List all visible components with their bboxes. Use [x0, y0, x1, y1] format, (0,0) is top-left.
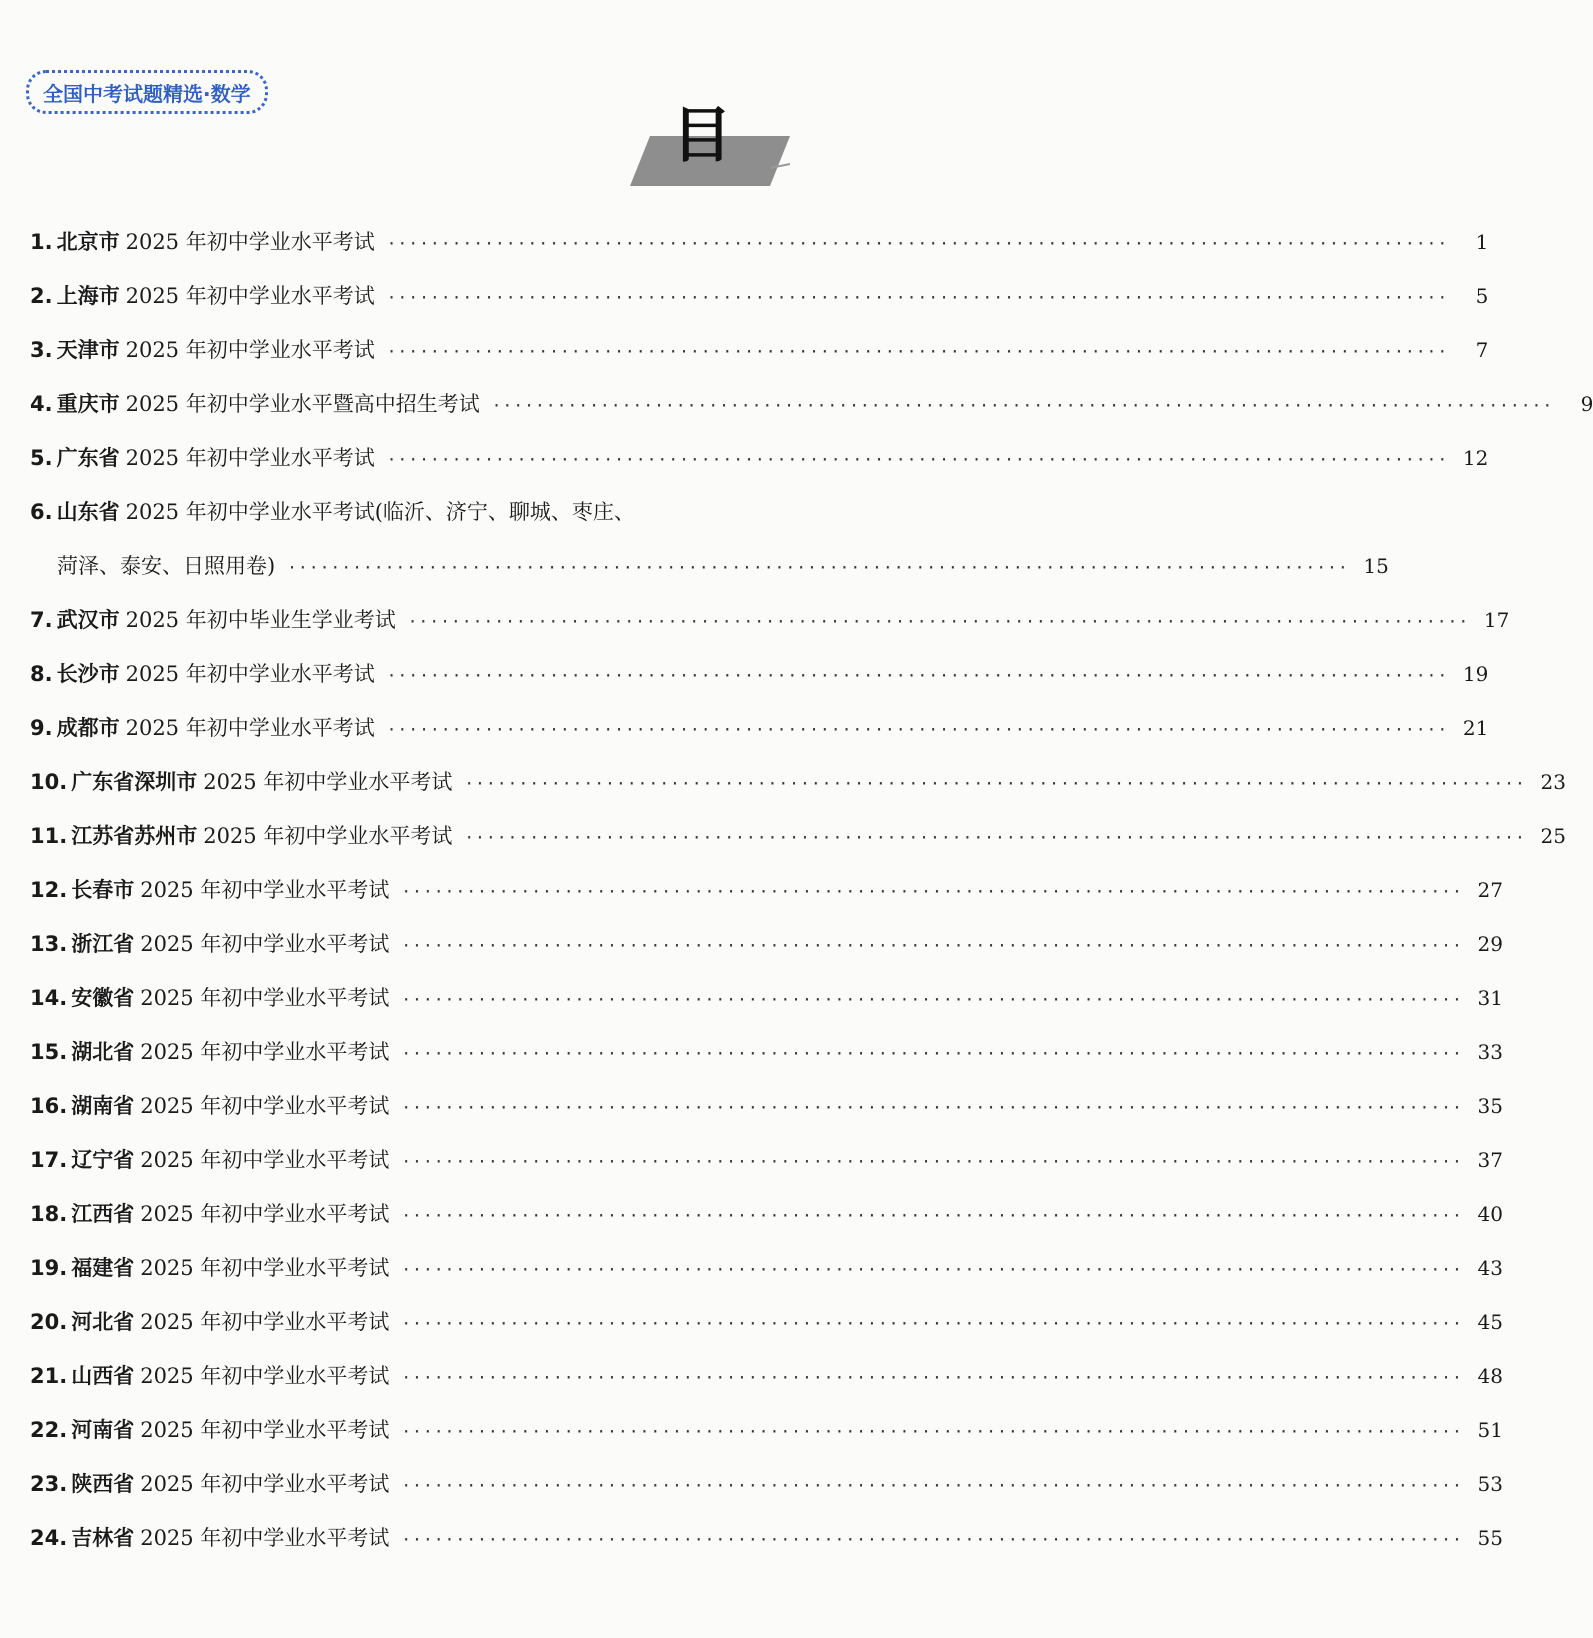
dot-leader: ·································································································· — [401, 1368, 1463, 1387]
table-of-contents — [30, 215, 1593, 1565]
dot-leader: ·································································································· — [401, 990, 1463, 1009]
entry-page-number: 35 — [1477, 1094, 1503, 1118]
entry-number: 5. — [30, 446, 53, 470]
entry-title: 2025 年初中学业水平考试 — [140, 1364, 390, 1388]
toc-entry[interactable] — [30, 1079, 1503, 1133]
entry-page-number: 27 — [1477, 878, 1503, 902]
dot-leader: ·································································································· — [401, 1422, 1463, 1441]
dot-leader: ·································································································· — [401, 1314, 1463, 1333]
entry-title: 2025 年初中学业水平考试 — [140, 1094, 390, 1118]
entry-page-number: 5 — [1475, 284, 1489, 308]
entry-page-number: 31 — [1477, 986, 1503, 1010]
entry-place: 上海市 — [56, 284, 120, 308]
entry-title: 2025 年初中学业水平考试 — [140, 1202, 390, 1226]
entry-number: 1. — [30, 230, 53, 254]
entry-title: 2025 年初中学业水平考试 — [140, 1256, 390, 1280]
dot-leader: ·································································································· — [386, 720, 1449, 739]
entry-title: 2025 年初中学业水平考试 — [140, 1418, 390, 1442]
entry-page-number: 45 — [1477, 1310, 1503, 1334]
contents-heading — [620, 101, 790, 190]
toc-entry-continuation[interactable] — [30, 539, 1389, 593]
entry-place: 武汉市 — [56, 608, 120, 632]
entry-title: 2025 年初中学业水平考试 — [203, 824, 453, 848]
toc-entry[interactable] — [30, 215, 1489, 269]
entry-number: 13. — [30, 932, 68, 956]
toc-entry[interactable] — [30, 647, 1489, 701]
entry-place: 福建省 — [71, 1256, 135, 1280]
entry-number: 17. — [30, 1148, 68, 1172]
entry-page-number: 19 — [1462, 662, 1489, 686]
dot-leader: ·································································································· — [386, 288, 1449, 307]
toc-entry[interactable] — [30, 1457, 1503, 1511]
entry-number: 11. — [30, 824, 68, 848]
entry-place: 河南省 — [71, 1418, 135, 1442]
entry-place: 北京市 — [56, 230, 120, 254]
toc-entry[interactable] — [30, 1403, 1503, 1457]
toc-entry[interactable] — [30, 809, 1566, 863]
series-badge — [26, 70, 268, 114]
entry-number: 18. — [30, 1202, 68, 1226]
entry-page-number: 7 — [1475, 338, 1489, 362]
toc-entry[interactable] — [30, 431, 1489, 485]
dot-leader: ·································································································· — [401, 936, 1463, 955]
dot-leader: ·································································································· — [401, 1152, 1463, 1171]
toc-entry[interactable] — [30, 1241, 1503, 1295]
entry-title: 2025 年初中学业水平考试 — [125, 230, 375, 254]
entry-page-number: 17 — [1483, 608, 1510, 632]
entry-title: 2025 年初中学业水平考试 — [125, 338, 375, 362]
toc-entry[interactable] — [30, 1349, 1503, 1403]
entry-place: 天津市 — [56, 338, 120, 362]
entry-number: 2. — [30, 284, 53, 308]
entry-page-number: 53 — [1477, 1472, 1503, 1496]
series-badge-label: 全国中考试题精选·数学 — [43, 81, 251, 106]
entry-page-number: 37 — [1477, 1148, 1503, 1172]
entry-place: 安徽省 — [71, 986, 135, 1010]
entry-title: 2025 年初中学业水平考试 — [140, 1040, 390, 1064]
toc-entry[interactable] — [30, 917, 1503, 971]
dot-leader: ·································································································· — [386, 234, 1449, 253]
entry-page-number: 33 — [1477, 1040, 1503, 1064]
entry-number: 3. — [30, 338, 53, 362]
toc-entry[interactable] — [30, 485, 750, 539]
toc-entry[interactable] — [30, 1511, 1503, 1565]
entry-place: 湖北省 — [71, 1040, 135, 1064]
entry-place: 山东省 — [56, 500, 120, 524]
toc-entry[interactable] — [30, 755, 1566, 809]
toc-entry[interactable] — [30, 1187, 1503, 1241]
entry-place: 陕西省 — [71, 1472, 135, 1496]
entry-title: 2025 年初中学业水平考试 — [203, 770, 453, 794]
toc-entry[interactable] — [30, 377, 1593, 431]
toc-entry[interactable] — [30, 1133, 1503, 1187]
entry-place: 江苏省苏州市 — [71, 824, 198, 848]
entry-place: 广东省深圳市 — [71, 770, 198, 794]
entry-title: 2025 年初中学业水平考试 — [125, 662, 375, 686]
entry-page-number: 40 — [1477, 1202, 1503, 1226]
entry-page-number: 1 — [1475, 230, 1489, 254]
entry-title: 2025 年初中学业水平考试 — [140, 1472, 390, 1496]
entry-page-number: 51 — [1477, 1418, 1503, 1442]
dot-leader: ·································································································· — [287, 558, 1349, 577]
entry-number: 7. — [30, 608, 53, 632]
entry-number: 10. — [30, 770, 68, 794]
heading-character: 目 — [672, 101, 732, 171]
dot-leader: ·································································································· — [401, 1260, 1463, 1279]
entry-title: 2025 年初中毕业生学业考试 — [125, 608, 396, 632]
toc-entry[interactable] — [30, 1295, 1503, 1349]
dot-leader: ·································································································· — [464, 774, 1526, 793]
toc-entry[interactable] — [30, 701, 1489, 755]
toc-entry[interactable] — [30, 1025, 1503, 1079]
entry-place: 成都市 — [56, 716, 120, 740]
toc-entry[interactable] — [30, 269, 1489, 323]
toc-entry[interactable] — [30, 971, 1503, 1025]
entry-place: 重庆市 — [56, 392, 120, 416]
dot-leader: ·································································································· — [401, 1530, 1463, 1549]
entry-number: 22. — [30, 1418, 68, 1442]
entry-title: 2025 年初中学业水平考试(临沂、济宁、聊城、枣庄、 — [125, 500, 635, 524]
entry-page-number: 15 — [1363, 554, 1389, 578]
entry-number: 20. — [30, 1310, 68, 1334]
entry-title: 2025 年初中学业水平考试 — [140, 878, 390, 902]
dot-leader: ·································································································· — [401, 1098, 1463, 1117]
toc-entry[interactable] — [30, 863, 1503, 917]
toc-entry[interactable] — [30, 593, 1510, 647]
entry-title: 2025 年初中学业水平考试 — [125, 446, 375, 470]
dot-leader: ·································································································· — [401, 1044, 1463, 1063]
dot-leader: ·································································································· — [401, 882, 1463, 901]
entry-page-number: 48 — [1477, 1364, 1503, 1388]
entry-number: 21. — [30, 1364, 68, 1388]
entry-place: 广东省 — [56, 446, 120, 470]
entry-number: 16. — [30, 1094, 68, 1118]
entry-number: 6. — [30, 500, 53, 524]
dot-leader: ·································································································· — [386, 342, 1449, 361]
dot-leader: ·································································································· — [491, 396, 1554, 415]
entry-title: 2025 年初中学业水平考试 — [140, 1148, 390, 1172]
entry-title: 2025 年初中学业水平考试 — [140, 986, 390, 1010]
entry-place: 河北省 — [71, 1310, 135, 1334]
entry-number: 8. — [30, 662, 53, 686]
entry-place: 辽宁省 — [71, 1148, 135, 1172]
entry-number: 14. — [30, 986, 68, 1010]
dot-leader: ·································································································· — [401, 1206, 1463, 1225]
entry-title: 2025 年初中学业水平暨高中招生考试 — [125, 392, 480, 416]
entry-number: 24. — [30, 1526, 68, 1550]
entry-title: 2025 年初中学业水平考试 — [140, 1310, 390, 1334]
toc-entry[interactable] — [30, 323, 1489, 377]
dot-leader: ·································································································· — [386, 666, 1449, 685]
entry-place: 吉林省 — [71, 1526, 135, 1550]
entry-number: 9. — [30, 716, 53, 740]
entry-number: 23. — [30, 1472, 68, 1496]
entry-place: 江西省 — [71, 1202, 135, 1226]
entry-title: 2025 年初中学业水平考试 — [125, 716, 375, 740]
entry-page-number: 55 — [1477, 1526, 1503, 1550]
entry-place: 长春市 — [71, 878, 135, 902]
entry-page-number: 23 — [1540, 770, 1566, 794]
entry-number: 4. — [30, 392, 53, 416]
entry-page-number: 12 — [1462, 446, 1489, 470]
entry-title-continuation: 菏泽、泰安、日照用卷) — [57, 554, 276, 578]
dot-leader: ·································································································· — [401, 1476, 1463, 1495]
entry-place: 浙江省 — [71, 932, 135, 956]
entry-title: 2025 年初中学业水平考试 — [125, 284, 375, 308]
dot-leader: ·································································································· — [407, 612, 1470, 631]
entry-page-number: 43 — [1477, 1256, 1503, 1280]
entry-title: 2025 年初中学业水平考试 — [140, 932, 390, 956]
entry-place: 长沙市 — [56, 662, 120, 686]
entry-page-number: 25 — [1540, 824, 1566, 848]
dot-leader: ·································································································· — [464, 828, 1526, 847]
entry-page-number: 21 — [1462, 716, 1489, 740]
entry-page-number: 29 — [1477, 932, 1503, 956]
entry-place: 山西省 — [71, 1364, 135, 1388]
dot-leader: ·································································································· — [386, 450, 1449, 469]
entry-number: 15. — [30, 1040, 68, 1064]
entry-place: 湖南省 — [71, 1094, 135, 1118]
entry-number: 12. — [30, 878, 68, 902]
entry-page-number: 9 — [1580, 392, 1593, 416]
entry-title: 2025 年初中学业水平考试 — [140, 1526, 390, 1550]
entry-number: 19. — [30, 1256, 68, 1280]
